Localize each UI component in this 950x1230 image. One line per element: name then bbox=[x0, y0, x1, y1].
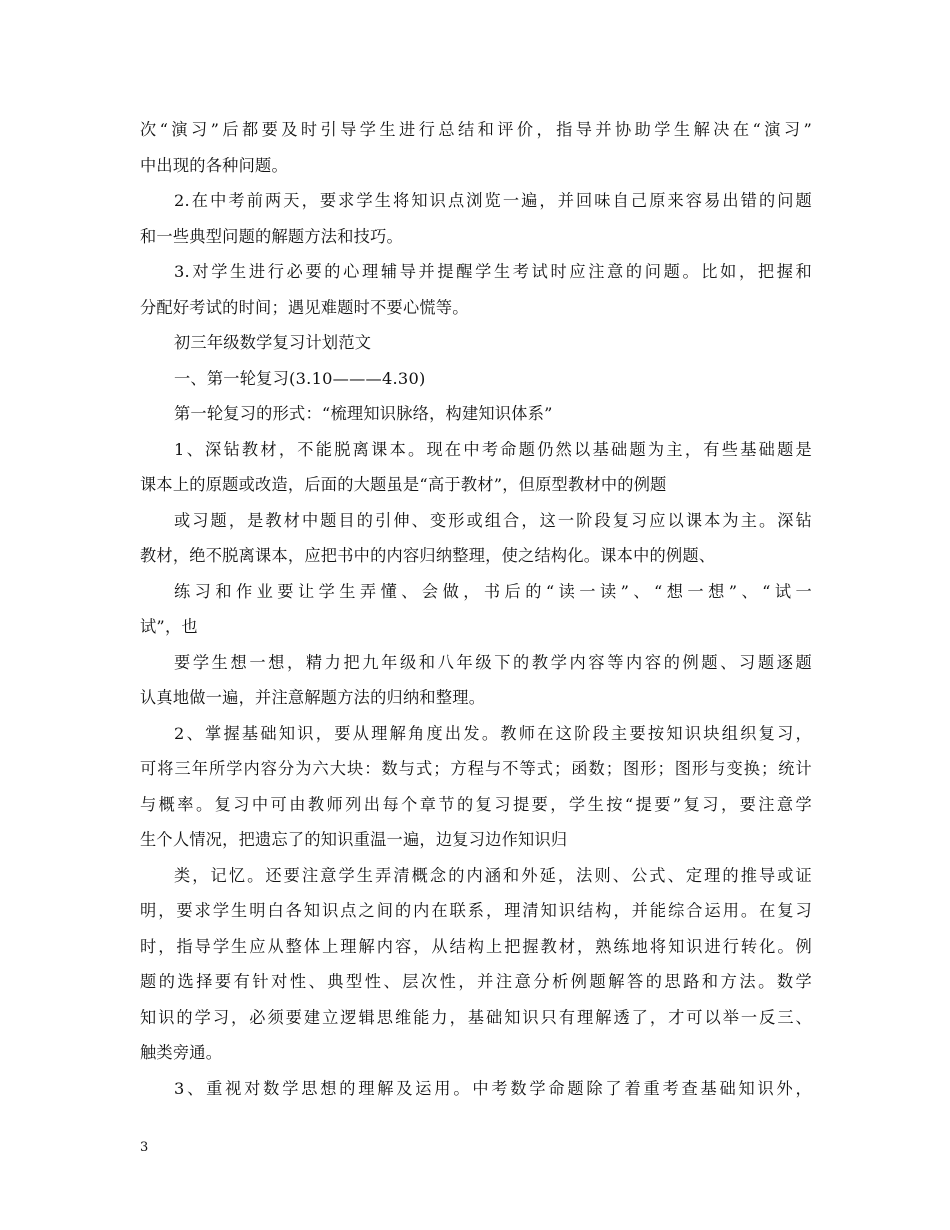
text-line: 认真地做一遍，并注意解题方法的归纳和整理。 bbox=[140, 688, 486, 707]
text-line: 明，要求学生明白各知识点之间的内在联系，理清知识结构，并能综合运用。在复习 bbox=[140, 901, 812, 920]
text-line: 类，记忆。还要注意学生弄清概念的内涵和外延，法则、公式、定理的推导或证 bbox=[174, 865, 812, 885]
text-line: 课本上的原题或改造，后面的大题虽是“高于教材”，但原型教材中的例题 bbox=[140, 475, 667, 494]
text-line: 3.对学生进行必要的心理辅导并提醒学生考试时应注意的问题。比如，把握和 bbox=[174, 262, 812, 281]
text-line: 教材，绝不脱离课本，应把书中的内容归纳整理，使之结构化。课本中的例题、 bbox=[140, 546, 716, 565]
text-line: 和一些典型问题的解题方法和技巧。 bbox=[140, 226, 403, 246]
text-line: 时，指导学生应从整体上理解内容，从结构上把握教材，熟练地将知识进行转化。例 bbox=[140, 936, 812, 956]
text-line: 触类旁通。 bbox=[140, 1043, 223, 1062]
text-line: 与概率。复习中可由教师列出每个章节的复习提要，学生按“提要”复习，要注意学 bbox=[140, 794, 812, 814]
text-line: 分配好考试的时间；遇见难题时不要心慌等。 bbox=[140, 297, 469, 317]
text-line: 次“演习”后都要及时引导学生进行总结和评价，指导并协助学生解决在“演习” bbox=[140, 120, 812, 139]
text-line: 生个人情况，把遗忘了的知识重温一遍，边复习边作知识归 bbox=[140, 830, 568, 849]
text-line: 初三年级数学复习计划范文 bbox=[174, 333, 372, 352]
text-line: 2、掌握基础知识，要从理解角度出发。教师在这阶段主要按知识块组织复习， bbox=[174, 723, 812, 743]
text-line: 知识的学习，必须要建立逻辑思维能力，基础知识只有理解透了，才可以举一反三、 bbox=[140, 1007, 812, 1027]
text-line: 可将三年所学内容分为六大块：数与式；方程与不等式；函数；图形；图形与变换；统计 bbox=[140, 759, 812, 778]
text-line: 中出现的各种问题。 bbox=[140, 155, 288, 175]
text-line: 3、重视对数学思想的理解及运用。中考数学命题除了着重考查基础知识外， bbox=[174, 1078, 812, 1098]
document-body bbox=[140, 112, 812, 1106]
text-line: 一、第一轮复习(3.10———4.30) bbox=[174, 368, 426, 388]
text-line: 2.在中考前两天，要求学生将知识点浏览一遍，并回味自己原来容易出错的问题 bbox=[174, 191, 812, 210]
text-line: 练习和作业要让学生弄懂、会做，书后的“读一读”、“想一想”、“试一 bbox=[174, 581, 812, 601]
text-line: 或习题，是教材中题目的引伸、变形或组合，这一阶段复习应以课本为主。深钻 bbox=[174, 510, 812, 530]
text-line: 第一轮复习的形式：“梳理知识脉络，构建知识体系” bbox=[174, 404, 553, 423]
text-line: 试”，也 bbox=[140, 617, 198, 636]
text-line: 1、深钻教材，不能脱离课本。现在中考命题仍然以基础题为主，有些基础题是 bbox=[174, 439, 812, 459]
text-line: 题的选择要有针对性、典型性、层次性，并注意分析例题解答的思路和方法。数学 bbox=[140, 972, 812, 991]
page-number: 3 bbox=[140, 1140, 149, 1155]
text-line: 要学生想一想，精力把九年级和八年级下的教学内容等内容的例题、习题逐题 bbox=[174, 652, 812, 672]
